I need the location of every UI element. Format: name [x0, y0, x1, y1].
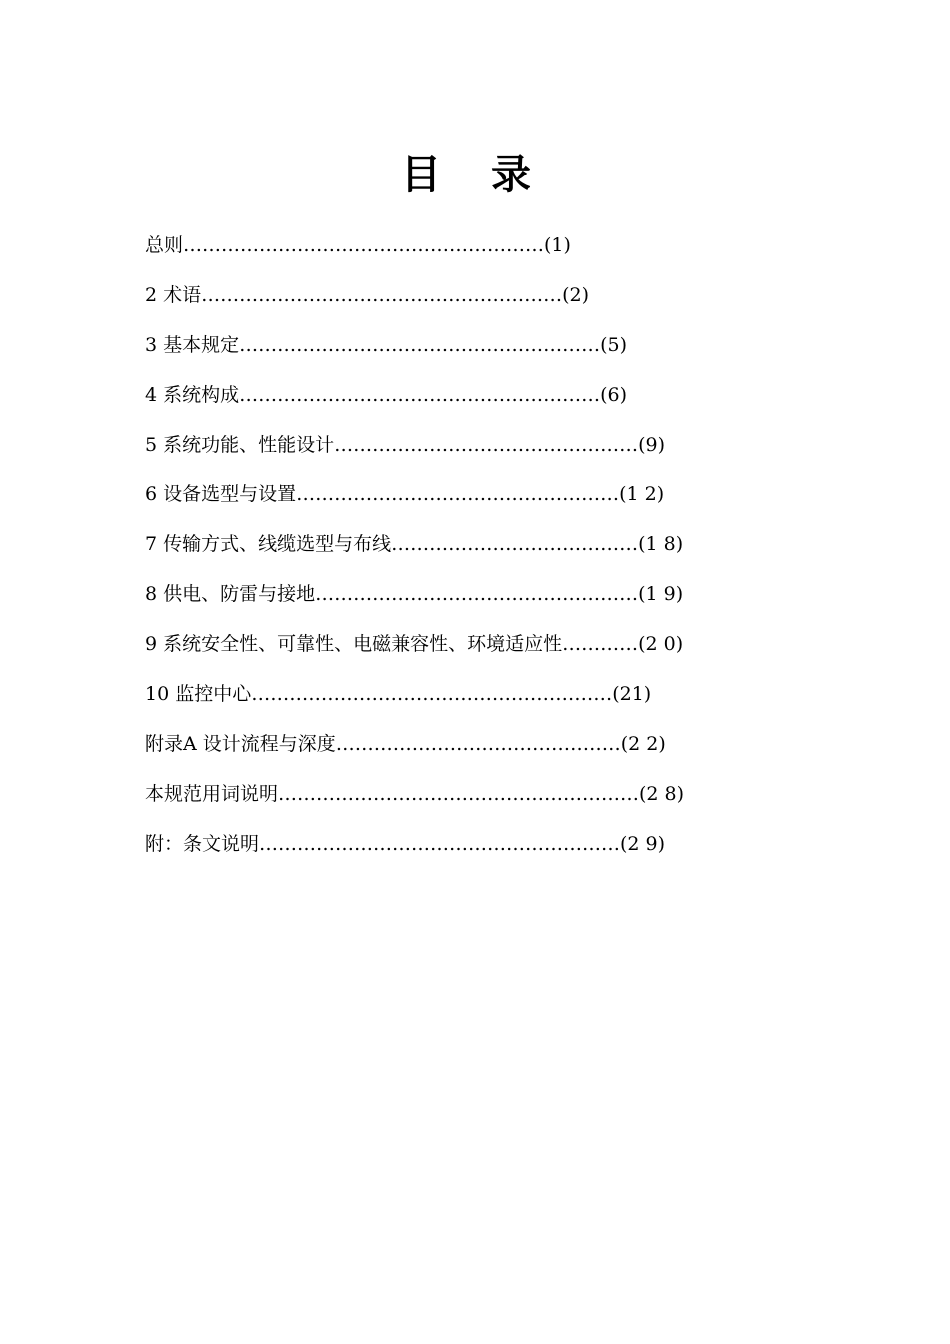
- toc-entry-leader: …………………………………………………: [183, 234, 545, 256]
- toc-entry-leader: …………………………………………………: [278, 782, 640, 805]
- toc-entry-page: (2 0): [638, 633, 684, 656]
- toc-entry: [145, 677, 845, 727]
- toc-entry-page: (1 2): [619, 483, 665, 506]
- toc-title: 目 录: [401, 152, 549, 198]
- toc-entry-label: 附：条文说明: [145, 832, 260, 855]
- toc-entry: [145, 278, 845, 328]
- toc-entry-label: 5 系统功能、性能设计: [145, 433, 335, 456]
- toc-entry: [145, 378, 845, 428]
- toc-entry-label: 3 基本规定: [145, 333, 240, 356]
- toc-entry-page: (1): [544, 234, 571, 256]
- toc-entry-leader: …………………………………………………: [251, 683, 613, 706]
- toc-entry-label: 附录A 设计流程与深度: [145, 732, 336, 755]
- toc-entry-leader: ……………………………………………: [296, 483, 620, 506]
- toc-entry-label: 7 传输方式、线缆选型与布线: [145, 533, 392, 556]
- toc-entry-page: (1 8): [638, 533, 684, 556]
- toc-entry: [145, 577, 845, 627]
- toc-entry: [145, 527, 845, 577]
- toc-entry-leader: …………: [562, 633, 639, 656]
- toc-entry-page: (21): [612, 683, 652, 706]
- toc-entry-label: 8 供电、防雷与接地: [145, 583, 316, 606]
- toc-entry: [145, 627, 845, 677]
- toc-entry-label: 本规范用词说明: [145, 782, 279, 805]
- toc-entry-leader: …………………………………: [391, 533, 639, 556]
- toc-entry: [145, 777, 845, 827]
- toc-entry: [145, 827, 845, 877]
- toc-entry-leader: …………………………………………: [334, 433, 639, 456]
- toc-entry-page: (2): [562, 283, 590, 306]
- toc-entry-page: (2 8): [639, 782, 685, 805]
- toc-entry-page: (2 9): [620, 832, 666, 855]
- toc-entry-label: 4 系统构成: [145, 383, 240, 406]
- toc-entry-label: 10 监控中心: [145, 683, 252, 706]
- toc-entry-label: 9 系统安全性、可靠性、电磁兼容性、环境适应性: [145, 633, 563, 656]
- toc-entry: [145, 727, 845, 777]
- toc-entry-leader: ……………………………………………: [315, 583, 639, 606]
- toc-entry: [145, 477, 845, 527]
- toc-entry-label: 2 术语: [145, 283, 202, 306]
- toc-entry-leader: …………………………………………………: [239, 383, 601, 406]
- toc-list: [145, 228, 845, 877]
- toc-entry-leader: …………………………………………………: [201, 283, 563, 306]
- toc-entry: [145, 228, 845, 278]
- toc-entry-page: (2 2): [620, 732, 666, 755]
- toc-entry-page: (9): [638, 433, 666, 456]
- toc-entry-leader: …………………………………………………: [259, 832, 621, 855]
- toc-entry-label: 6 设备选型与设置: [145, 483, 297, 506]
- toc-entry-leader: ………………………………………: [335, 732, 621, 755]
- toc-entry-leader: …………………………………………………: [239, 333, 601, 356]
- toc-entry: [145, 428, 845, 478]
- toc-entry-page: (5): [600, 333, 628, 356]
- toc-entry-label: 总则: [145, 234, 184, 256]
- toc-entry: [145, 328, 845, 378]
- toc-entry-page: (1 9): [638, 583, 684, 606]
- toc-entry-page: (6): [600, 383, 628, 406]
